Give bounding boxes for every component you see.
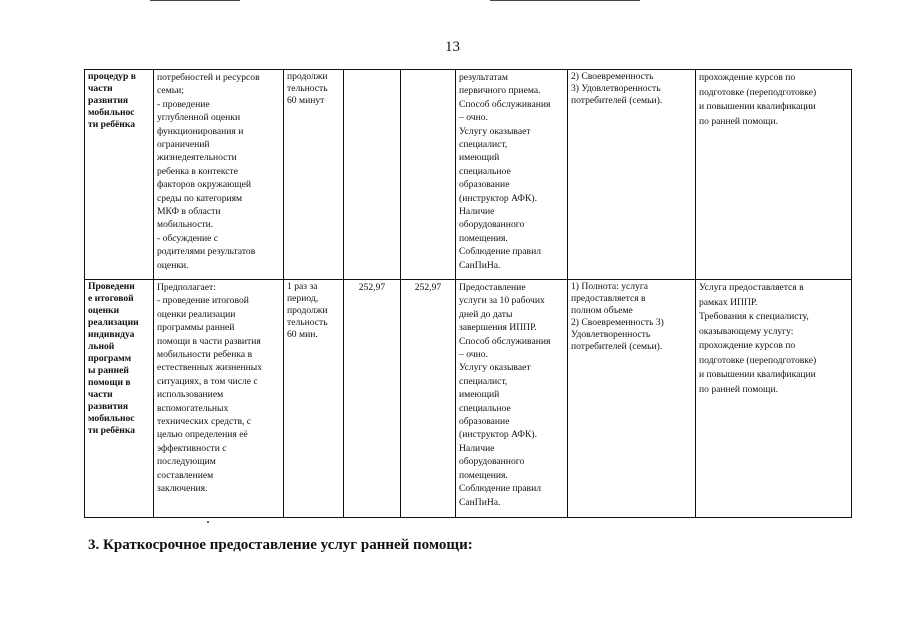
cell-line: оборудованного (459, 219, 525, 231)
cell-line: ти ребёнка (88, 119, 135, 130)
cell-line: имеющий (459, 152, 500, 164)
table-cell-col7 (568, 280, 696, 518)
cell-line: МКФ в области (157, 206, 221, 218)
section-heading: 3. Краткосрочное предоставление услуг ранней помощи: (88, 537, 473, 553)
cell-line: естественных жизненных (157, 362, 262, 374)
cell-line: Соблюдение правил (459, 246, 542, 258)
cell-line: период, (287, 293, 319, 304)
table-cell-col8 (696, 280, 852, 518)
cell-line: СанПиНа. (459, 496, 501, 508)
cell-line: помощи в (88, 377, 131, 388)
cell-line: развития (88, 401, 129, 412)
cell-line: использованием (157, 389, 224, 401)
cell-line: Удовлетворенность (571, 329, 651, 340)
cell-line: ситуациях, в том числе с (157, 375, 258, 387)
cell-line: результатам (459, 72, 508, 83)
cell-line: подготовке (переподготовке) (699, 354, 817, 366)
cell-line: - проведение (157, 98, 210, 110)
cell-line: (инструктор АФК). (459, 429, 537, 441)
cell-line: родителями результатов (157, 246, 256, 258)
cell-line: оценки. (157, 259, 189, 271)
table-cell-col6 (456, 70, 568, 280)
table-row (85, 280, 852, 518)
cell-line: Соблюдение правил (459, 483, 542, 495)
cell-line: части (88, 389, 113, 400)
cell-line: тельность (287, 83, 328, 94)
cell-line: мобильнос (88, 107, 135, 118)
table-cell-col5 (401, 280, 456, 518)
table-cell-col8 (696, 70, 852, 280)
cell-line: Способ обслуживания (459, 98, 551, 110)
cell-line: ти ребёнка (88, 425, 135, 436)
cell-line: мобильнос (88, 413, 135, 424)
cell-line: услуги за 10 рабочих (459, 295, 545, 307)
table-cell-col3 (284, 70, 344, 280)
cell-line: мобильности. (157, 219, 214, 231)
cell-line: имеющий (459, 389, 500, 401)
cell-line: е итоговой (88, 293, 134, 304)
cell-line: Требования к специалисту, (699, 311, 809, 322)
cell-line: Предполагает: (157, 282, 216, 293)
cell-line: факторов окружающей (157, 179, 252, 191)
table-cell-col4 (344, 280, 401, 518)
cell-line: и повышении квалификации (699, 101, 816, 112)
cell-line: семьи; (157, 85, 184, 97)
table-cell-col2 (154, 70, 284, 280)
cell-line: - проведение итоговой (157, 295, 249, 307)
cell-value: 252,97 (414, 282, 442, 293)
cell-line: составлением (157, 469, 214, 481)
cell-line: мобильности ребенка в (157, 349, 253, 361)
cell-line: углубленной оценки (157, 112, 241, 124)
cell-line: оборудованного (459, 456, 525, 468)
cell-line: реализации (88, 317, 139, 328)
table-row (85, 70, 852, 280)
table-cell-col1 (85, 280, 154, 518)
cell-line: льной (88, 341, 115, 352)
cell-line: (инструктор АФК). (459, 192, 537, 204)
cell-line: ы ранней (88, 365, 129, 376)
cell-line: Услугу оказывает (459, 362, 531, 374)
cell-line: рамках ИППР. (699, 296, 758, 308)
cell-line: образование (459, 416, 510, 428)
cell-line: программ (88, 353, 132, 364)
cell-line: части (88, 83, 113, 94)
cell-line: жизнедеятельности (157, 152, 237, 164)
cell-line: эффективности с (157, 442, 227, 454)
cell-line: помещения. (459, 232, 508, 244)
cell-line: оказывающему услугу: (699, 325, 794, 337)
cell-line: СанПиНа. (459, 259, 501, 271)
cell-line: по ранней помощи. (699, 383, 778, 395)
top-rule-left (150, 0, 240, 1)
services-table (84, 69, 852, 518)
cell-line: Услугу оказывает (459, 125, 531, 137)
table-cell-col5 (401, 70, 456, 280)
cell-line: целью определения её (157, 429, 248, 441)
cell-line: продолжи (287, 71, 328, 82)
cell-line: Услуга предоставляется в (699, 282, 804, 293)
cell-line: ребенка в контексте (157, 165, 238, 177)
cell-line: среды по категориям (157, 192, 243, 204)
page-number: 13 (445, 39, 460, 55)
cell-line: 2) Своевременность (571, 71, 654, 82)
cell-line: прохождение курсов по (699, 340, 796, 351)
cell-line: программы ранней (157, 322, 235, 334)
cell-line: прохождение курсов по (699, 72, 796, 83)
cell-line: 1) Полнота: услуга (571, 281, 649, 292)
table-cell-col1 (85, 70, 154, 280)
cell-line: предоставляется в (571, 293, 646, 304)
cell-line: технических средств, с (157, 416, 252, 428)
cell-line: процедур в (88, 71, 136, 82)
cell-line: подготовке (переподготовке) (699, 86, 817, 98)
cell-line: – очно. (459, 349, 488, 361)
cell-line: ограничений (157, 139, 210, 151)
cell-line: индивидуа (88, 329, 135, 340)
cell-value: 252,97 (358, 282, 386, 293)
table-cell-col7 (568, 70, 696, 280)
cell-line: Наличие (459, 206, 495, 218)
cell-line: образование (459, 179, 510, 191)
cell-line: последующим (157, 456, 216, 468)
cell-line: Наличие (459, 442, 495, 454)
cell-line: Проведени (88, 281, 135, 292)
cell-line: завершения ИППР. (459, 322, 537, 334)
cell-line: 60 мин. (287, 329, 318, 340)
table-cell-col6 (456, 280, 568, 518)
cell-line: потребителей (семьи). (571, 341, 663, 352)
cell-line: развития (88, 95, 129, 106)
table-cell-col2 (154, 280, 284, 518)
cell-line: специальное (459, 165, 511, 177)
cell-line: Способ обслуживания (459, 335, 551, 347)
cell-line: функционирования и (157, 125, 244, 137)
cell-line: 3) Удовлетворенность (571, 83, 661, 94)
top-rule-right (490, 0, 640, 1)
cell-line: вспомогательных (157, 402, 229, 414)
cell-line: по ранней помощи. (699, 115, 778, 127)
stray-dot (207, 521, 209, 523)
cell-line: специалист, (459, 139, 508, 151)
cell-line: полном объеме (571, 305, 633, 316)
cell-line: специальное (459, 402, 511, 414)
cell-line: оценки реализации (157, 308, 236, 320)
cell-line: оценки (88, 305, 120, 316)
table-cell-col3 (284, 280, 344, 518)
cell-line: потребителей (семьи). (571, 95, 663, 106)
cell-line: первичного приема. (459, 85, 541, 97)
cell-line: заключения. (157, 483, 208, 495)
cell-line: - обсуждение с (157, 232, 219, 244)
cell-line: помощи в части развития (157, 335, 261, 347)
cell-line: 60 минут (287, 95, 325, 106)
cell-line: помещения. (459, 469, 508, 481)
cell-line: и повышении квалификации (699, 369, 816, 380)
cell-line: Предоставление (459, 282, 526, 293)
cell-line: 1 раз за (287, 281, 318, 292)
cell-line: 2) Своевременность 3) (571, 317, 664, 328)
cell-line: потребностей и ресурсов (157, 72, 260, 83)
cell-line: дней до даты (459, 308, 513, 320)
cell-line: продолжи (287, 305, 328, 316)
cell-line: специалист, (459, 375, 508, 387)
table-cell-col4 (344, 70, 401, 280)
cell-line: тельность (287, 317, 328, 328)
cell-line: – очно. (459, 112, 488, 124)
